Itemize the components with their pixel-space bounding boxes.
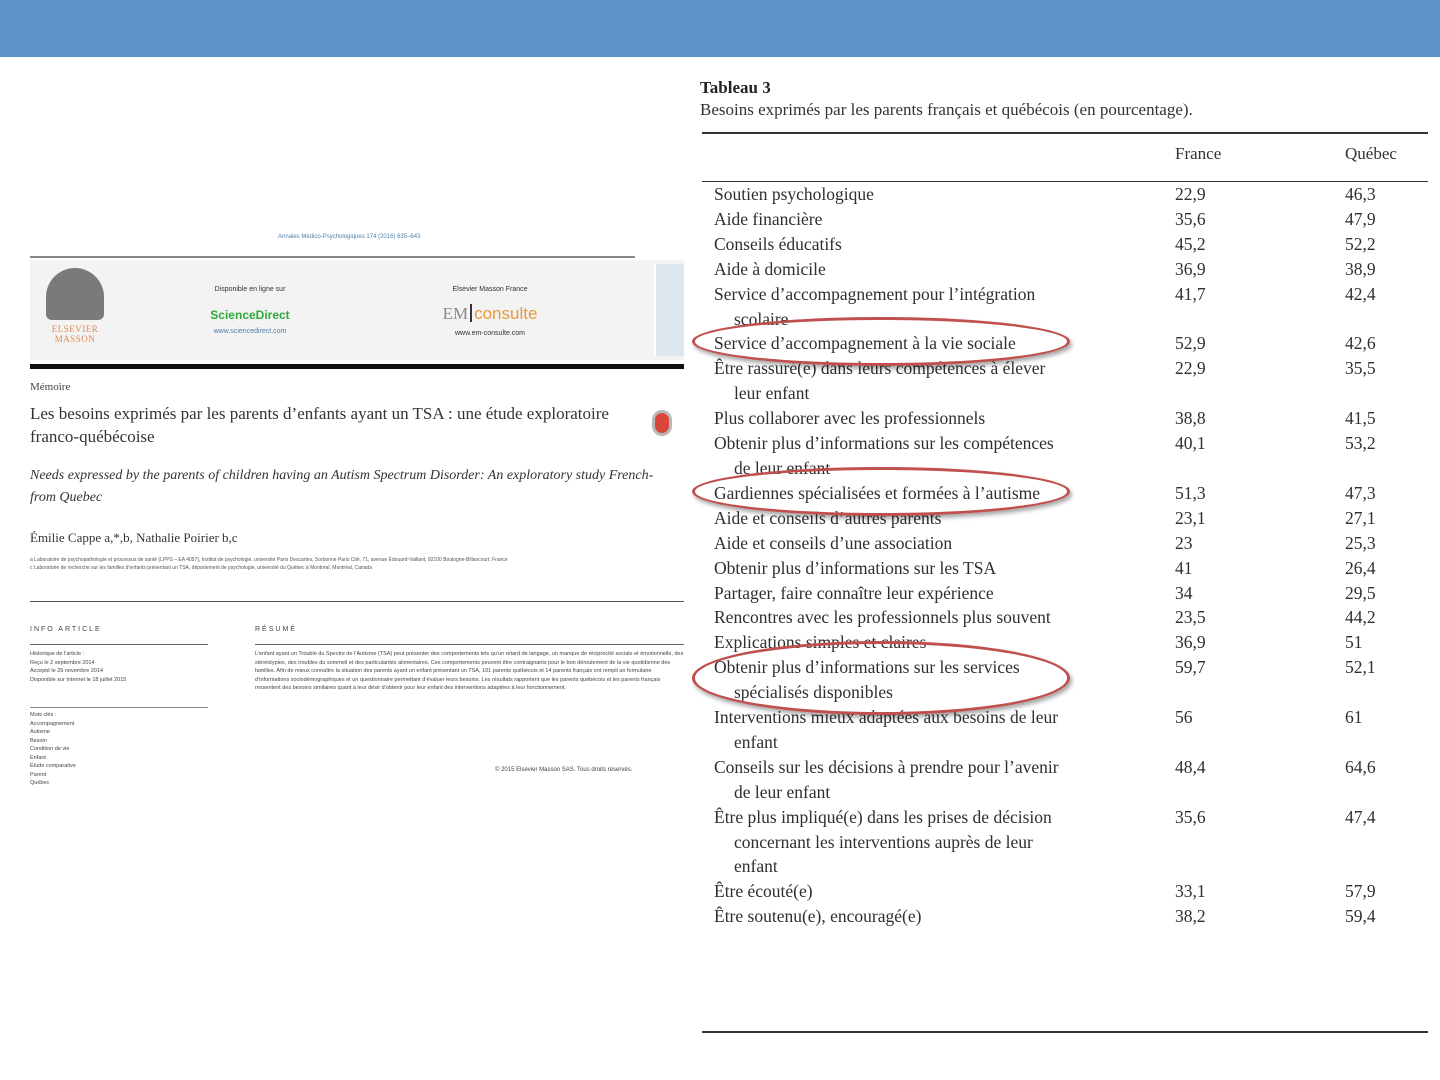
table-row bbox=[714, 605, 1430, 630]
france-value: 41 bbox=[1175, 557, 1193, 578]
quebec-value: 51 bbox=[1345, 632, 1363, 653]
table-body bbox=[714, 182, 1430, 929]
sciencedirect-logo: ScienceDirect bbox=[210, 308, 290, 322]
france-value: 38,2 bbox=[1175, 906, 1206, 927]
quebec-value: 47,4 bbox=[1345, 806, 1376, 827]
quebec-value: 59,4 bbox=[1345, 906, 1376, 927]
article-authors: Émilie Cappe a,*,b, Nathalie Poirier b,c bbox=[30, 530, 238, 545]
author-affiliations: a Laboratoire de psychopathologie et processus de santé (LPPS – EA 4057), Institut de psychologie, université Paris Descartes, Sorbonne Paris Cité, 71, avenue Édouard-Vaillant, 92100 Boulogne-Billancourt, France c Laboratoire de recherche sur les familles d’enfants présentant un TSA, département de psychologie, université du Québec à Montréal, Montréal, Canada bbox=[30, 557, 508, 571]
quebec-value: 26,4 bbox=[1345, 557, 1376, 578]
table-row bbox=[714, 506, 1430, 531]
table-row bbox=[714, 431, 1430, 481]
copyright-notice: © 2015 Elsevier Masson SAS. Tous droits réservés. bbox=[495, 767, 633, 773]
article-first-page bbox=[30, 230, 684, 820]
table-row bbox=[714, 879, 1430, 904]
quebec-value: 27,1 bbox=[1345, 507, 1376, 528]
need-label: Explications simples et claires bbox=[714, 632, 927, 653]
table-caption: Besoins exprimés par les parents français et québécois (en pourcentage). bbox=[700, 100, 1193, 119]
article-history: Historique de l’article : Reçu le 2 septembre 2014 Accepté le 29 novembre 2014 Disponible sur Internet le 18 juillet 2015 bbox=[30, 651, 127, 683]
need-label: Rencontres avec les professionnels plus souvent bbox=[714, 607, 1051, 628]
france-value: 51,3 bbox=[1175, 482, 1206, 503]
available-online-label: Disponible en ligne sur bbox=[214, 286, 286, 293]
france-value: 45,2 bbox=[1175, 233, 1206, 254]
em-logo-text: EM bbox=[442, 304, 469, 323]
need-label: Aide financière bbox=[714, 208, 823, 229]
france-value: 52,9 bbox=[1175, 333, 1206, 354]
em-consulte-logo bbox=[410, 304, 570, 324]
need-label: Obtenir plus d’informations sur les services spécialisés disponibles bbox=[714, 657, 1020, 703]
quebec-value: 44,2 bbox=[1345, 607, 1376, 628]
column-header-quebec: Québec bbox=[1345, 144, 1397, 163]
quebec-value: 52,1 bbox=[1345, 657, 1376, 678]
need-label: Conseils éducatifs bbox=[714, 233, 842, 254]
table-row bbox=[714, 481, 1430, 506]
info-rule bbox=[30, 644, 208, 645]
table-row bbox=[714, 182, 1430, 207]
article-section: Mémoire bbox=[30, 381, 71, 393]
table-row bbox=[714, 207, 1430, 232]
need-label: Interventions mieux adaptées aux besoins de leur enfant bbox=[714, 707, 1059, 752]
need-label: Conseils sur les décisions à prendre pour l’avenir de leur enfant bbox=[714, 756, 1059, 802]
quebec-value: 29,5 bbox=[1345, 582, 1376, 603]
elsevier-logo-text: ELSEVIER MASSON bbox=[51, 324, 99, 344]
quebec-value: 57,9 bbox=[1345, 881, 1376, 902]
publisher-banner bbox=[30, 260, 684, 360]
crossmark-icon bbox=[652, 410, 672, 436]
needs-table bbox=[700, 78, 1430, 927]
em-consulte-url: www.em-consulte.com bbox=[454, 330, 526, 337]
quebec-value: 47,9 bbox=[1345, 208, 1376, 229]
title-band bbox=[0, 0, 1440, 57]
em-logo-divider bbox=[470, 304, 472, 322]
quebec-value: 52,2 bbox=[1345, 233, 1376, 254]
resume-heading: RÉSUMÉ bbox=[255, 626, 297, 633]
need-label: Être plus impliqué(e) dans les prises de décision concernant les interventions auprès de leur enfant bbox=[714, 806, 1052, 877]
article-abstract: L’enfant ayant un Trouble du Spectre de l’Autisme (TSA) peut présenter des comportements tels qu’un retard de langage, un manque de réciprocité sociale et émotionnelle, des stéréotypies, des troubles du sommeil et des particularités alimentaires. Ces comportements peuvent être contraignants pour le bon déroulement de la vie quotidienne des familles. Afin de mieux connaître la situation des parents ayant un enfant présentant un TSA, 101 parents québécois et 14 parents français ont rempli un formulaire d’informations sociodémographiques et un questionnaire permettant d’évaluer leurs besoins. Les résultats rapportent que les parents québécois et les parents français ressentent des besoins similaires quant à leur désir d’obtenir pour leur enfant des interventions adaptées à leur fonctionnement. bbox=[255, 651, 684, 691]
table-row bbox=[714, 655, 1430, 705]
quebec-value: 38,9 bbox=[1345, 258, 1376, 279]
table-row bbox=[714, 531, 1430, 556]
resume-rule bbox=[255, 644, 684, 645]
need-label: Aide et conseils d’une association bbox=[714, 532, 953, 553]
quebec-value: 61 bbox=[1345, 707, 1363, 728]
quebec-value: 25,3 bbox=[1345, 532, 1376, 553]
france-value: 48,4 bbox=[1175, 756, 1206, 777]
need-label: Être soutenu(e), encouragé(e) bbox=[714, 906, 922, 927]
table-row bbox=[714, 356, 1430, 406]
table-row bbox=[714, 705, 1430, 755]
table-row bbox=[714, 805, 1430, 880]
article-title-en: Needs expressed by the parents of children having an Autism Spectrum Disorder: An exploratory study French-from Quebec bbox=[30, 468, 654, 505]
table-row bbox=[714, 331, 1430, 356]
elsevier-logo bbox=[40, 266, 110, 354]
table-row bbox=[714, 257, 1430, 282]
france-value: 59,7 bbox=[1175, 657, 1206, 678]
keywords-rule bbox=[30, 707, 208, 708]
need-label: Être écouté(e) bbox=[714, 881, 813, 902]
france-value: 23,1 bbox=[1175, 507, 1206, 528]
france-value: 35,6 bbox=[1175, 208, 1206, 229]
sciencedirect-url: www.sciencedirect.com bbox=[213, 328, 287, 335]
need-label: Obtenir plus d’informations sur les compétences de leur enfant bbox=[714, 433, 1054, 478]
france-value: 22,9 bbox=[1175, 358, 1206, 379]
table-row bbox=[714, 630, 1430, 655]
table-top-rule bbox=[702, 132, 1428, 134]
france-value: 23 bbox=[1175, 532, 1193, 553]
quebec-value: 42,4 bbox=[1345, 283, 1376, 304]
need-label: Aide à domicile bbox=[714, 258, 826, 279]
france-value: 23,5 bbox=[1175, 607, 1206, 628]
consulte-logo-text: consulte bbox=[474, 304, 538, 323]
table-row bbox=[714, 406, 1430, 431]
need-label: Service d’accompagnement à la vie sociale bbox=[714, 333, 1016, 354]
need-label: Soutien psychologique bbox=[714, 184, 874, 204]
quebec-value: 42,6 bbox=[1345, 333, 1376, 354]
table-label: Tableau 3 bbox=[700, 78, 771, 97]
france-value: 36,9 bbox=[1175, 632, 1206, 653]
france-value: 33,1 bbox=[1175, 881, 1206, 902]
table-bottom-rule bbox=[702, 1031, 1428, 1033]
need-label: Aide et conseils d’autres parents bbox=[714, 507, 942, 528]
quebec-value: 41,5 bbox=[1345, 408, 1376, 429]
france-value: 56 bbox=[1175, 707, 1193, 728]
need-label: Obtenir plus d’informations sur les TSA bbox=[714, 557, 997, 578]
need-label: Partager, faire connaître leur expérience bbox=[714, 582, 994, 603]
thick-rule bbox=[30, 364, 684, 369]
table-row bbox=[714, 282, 1430, 332]
table-row bbox=[714, 755, 1430, 805]
quebec-value: 47,3 bbox=[1345, 482, 1376, 503]
article-title-fr: Les besoins exprimés par les parents d’enfants ayant un TSA : une étude exploratoire franco-québécoise bbox=[30, 404, 609, 446]
journal-cover-thumbnail bbox=[654, 264, 684, 356]
elsevier-masson-france-label: Elsevier Masson France bbox=[452, 286, 528, 293]
france-value: 38,8 bbox=[1175, 408, 1206, 429]
table-row bbox=[714, 556, 1430, 581]
need-label: Être rassuré(e) dans leurs compétences à élever leur enfant bbox=[714, 358, 1046, 404]
france-value: 41,7 bbox=[1175, 283, 1206, 304]
need-label: Plus collaborer avec les professionnels bbox=[714, 408, 986, 429]
table-row bbox=[714, 232, 1430, 257]
need-label: Gardiennes spécialisées et formées à l’autisme bbox=[714, 482, 1041, 503]
section-rule bbox=[30, 601, 684, 602]
quebec-value: 46,3 bbox=[1345, 184, 1376, 204]
info-article-heading: INFO ARTICLE bbox=[30, 626, 102, 633]
article-keywords: Mots clés : Accompagnement Autisme Besoin Condition de vie Enfant Étude comparative Parent Québec bbox=[30, 712, 76, 786]
france-value: 22,9 bbox=[1175, 184, 1206, 204]
table-row bbox=[714, 581, 1430, 606]
column-header-france: France bbox=[1175, 144, 1222, 163]
quebec-value: 64,6 bbox=[1345, 756, 1376, 777]
table-row bbox=[714, 904, 1430, 929]
quebec-value: 53,2 bbox=[1345, 433, 1376, 454]
france-value: 35,6 bbox=[1175, 806, 1206, 827]
tree-icon bbox=[46, 268, 104, 320]
france-value: 34 bbox=[1175, 582, 1193, 603]
france-value: 40,1 bbox=[1175, 433, 1206, 454]
france-value: 36,9 bbox=[1175, 258, 1206, 279]
quebec-value: 35,5 bbox=[1345, 358, 1376, 379]
journal-reference: Annales Médico-Psychologiques 174 (2016) 635–643 bbox=[278, 234, 421, 240]
need-label: Service d’accompagnement pour l’intégration scolaire bbox=[714, 283, 1036, 329]
header-rule bbox=[30, 256, 635, 258]
